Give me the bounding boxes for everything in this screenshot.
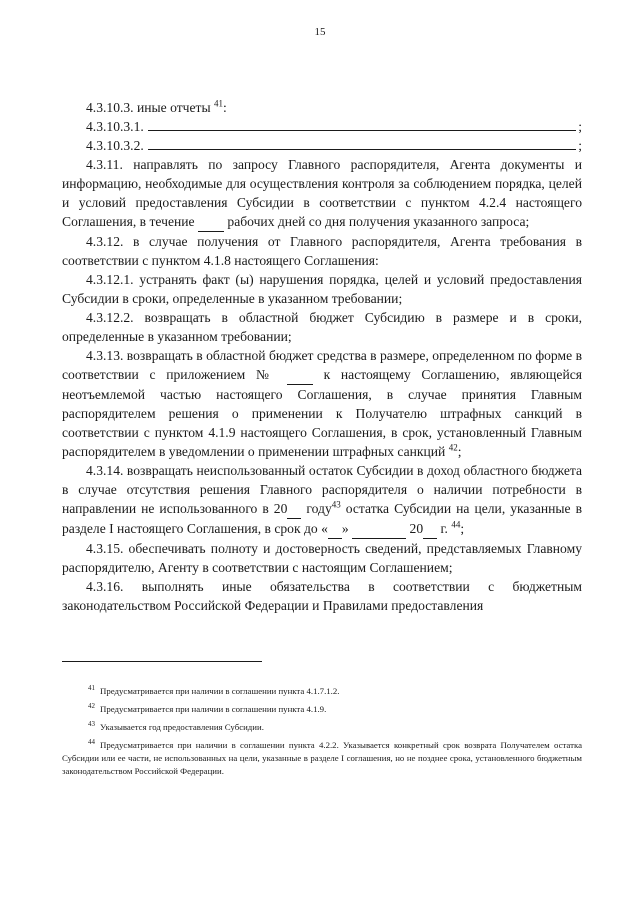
footnote-ref-43: 43 xyxy=(331,499,341,510)
blank-fill-field xyxy=(352,519,406,539)
page-number: 15 xyxy=(314,26,326,38)
paragraph-4-3-10-3: 4.3.10.3. иные отчеты $^{41}$: xyxy=(86,98,227,115)
fill-line-4-3-10-3-1: 4.3.10.3.1. ; xyxy=(86,119,582,134)
blank-fill-field xyxy=(423,519,437,539)
fill-line-4-3-10-3-2: 4.3.10.3.2. ; xyxy=(86,138,582,153)
blank-fill-field xyxy=(287,499,301,519)
paragraph-4-3-12-1: 4.3.12.1. устранять факт (ы) нарушения порядка, целей и условий предоставления Субсидии в сроки, определенные в указанном требовании; xyxy=(62,272,582,306)
footnote-ref-42: 42 xyxy=(448,442,458,453)
footnote-43: $^{43}$ Указывается год предоставления Субсидии. xyxy=(88,720,264,732)
footnotes xyxy=(62,685,582,783)
footnote-ref-41: 41 xyxy=(214,98,224,109)
footnote-ref-44: 44 xyxy=(451,519,461,530)
paragraph-4-3-12-2: 4.3.12.2. возвращать в областной бюджет Субсидию в размере и в сроки, определенные в указанном требовании; xyxy=(62,310,582,344)
paragraph-4-3-14: 4.3.14. возвращать неиспользованный остаток Субсидии в доход областного бюджета в случае отсутствия решения Главного распорядителя о наличии потребности в направлении не использованного в 20 году$^{43}$ остатка Субсидии на цели, указанные в разделе I настоящего Соглашения, в срок до « » 20 г. $^{44}$; xyxy=(62,461,582,539)
paragraph-4-3-16: 4.3.16. выполнять иные обязательства в соответствии с бюджетным законодательством Российской Федерации и Правилами предоставления xyxy=(62,579,582,613)
paragraph-4-3-13: 4.3.13. возвращать в областной бюджет средства в размере, определенном по форме в соответствии с приложением № к настоящему Соглашению, являющейся неотъемлемой частью настоящего Соглашения, в случае принятия Главным распорядителем решения о применении к Получателю штрафных санкций в соответствии с пунктом 4.1.9 настоящего Соглашения, в срок, установленный Главным распорядителем в уведомлении о применении штрафных санкций $^{42}$; xyxy=(62,348,582,459)
blank-fill-field xyxy=(198,212,224,232)
blank-fill-field xyxy=(148,137,576,150)
footnote-42: $^{42}$ Предусматривается при наличии в соглашении пункта 4.1.9. xyxy=(88,702,327,714)
blank-fill-field xyxy=(328,519,342,539)
footnote-41: $^{41}$ Предусматривается при наличии в соглашении пункта 4.1.7.1.2. xyxy=(88,684,340,696)
paragraph-4-3-12: 4.3.12. в случае получения от Главного распорядителя, Агента требования в соответствии с пунктом 4.1.8 настоящего Соглашения: xyxy=(62,234,582,268)
footnote-44: $^{44}$ Предусматривается при наличии в соглашении пункта 4.2.2. Указывается конкретный срок возврата Получателем остатка Субсидии или ее части, не использованных на цели, указанные в разделе I соглашения, но не позднее срока, установленного бюджетным законодательством Российской Федерации. xyxy=(62,738,582,776)
document-body xyxy=(62,98,582,615)
paragraph-4-3-15: 4.3.15. обеспечивать полноту и достоверность сведений, представляемых Главному распорядителю, Агенту в соответствии с настоящим Соглашением; xyxy=(62,541,582,575)
paragraph-4-3-11: 4.3.11. направлять по запросу Главного распорядителя, Агента документы и информацию, необходимые для осуществления контроля за соблюдением порядка, целей и условий предоставления Субсидии в соответствии с пунктом 4.2.4 настоящего Соглашения, в течение рабочих дней со дня получения указанного запроса; xyxy=(62,155,582,232)
blank-fill-field xyxy=(148,118,576,131)
blank-fill-field xyxy=(287,365,313,385)
footnote-separator xyxy=(62,661,262,662)
